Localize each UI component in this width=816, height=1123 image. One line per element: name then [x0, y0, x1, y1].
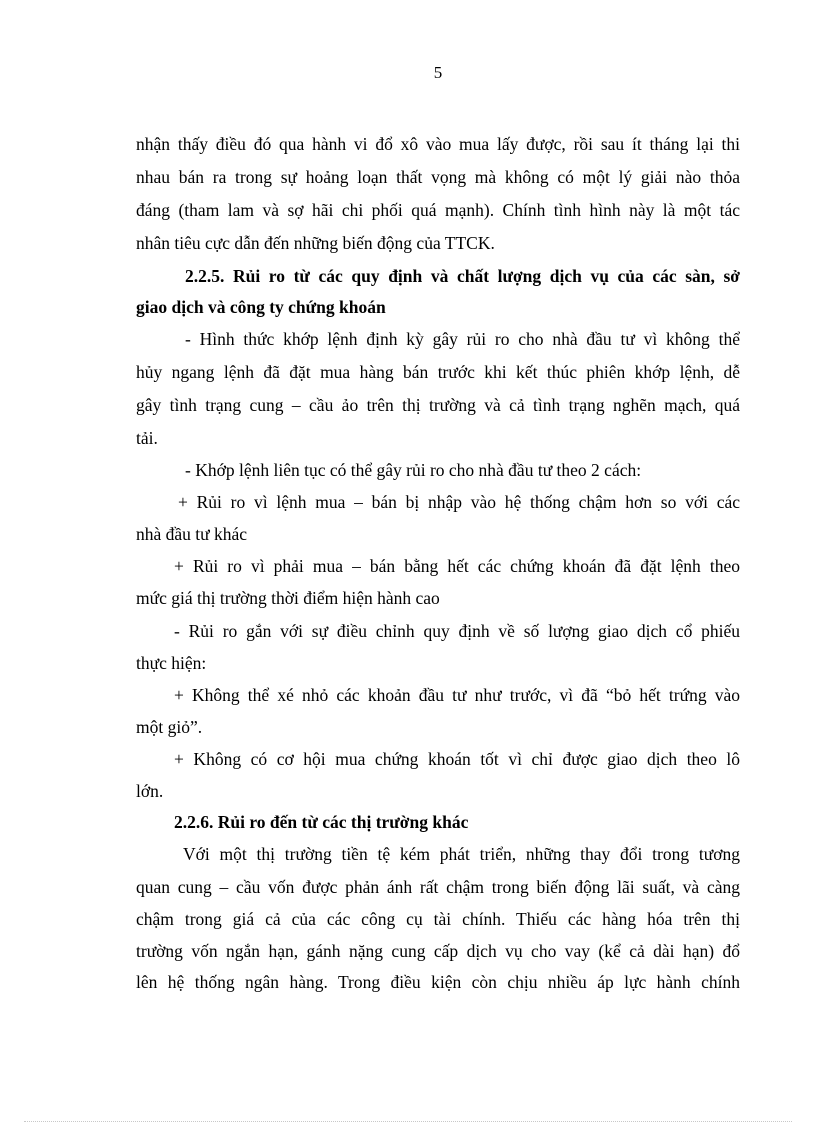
- body-line: Với một thị trường tiền tệ kém phát triển, những thay đổi trong tương: [183, 844, 740, 864]
- body-line: lên hệ thống ngân hàng. Trong điều kiện còn chịu nhiều áp lực hành chính: [136, 972, 740, 992]
- body-line: + Không thể xé nhỏ các khoản đầu tư như trước, vì đã “bỏ hết trứng vào: [174, 685, 740, 705]
- body-line: nhà đầu tư khác: [136, 524, 248, 544]
- body-line: thực hiện:: [136, 653, 207, 673]
- body-line: một giỏ”.: [136, 717, 203, 737]
- body-line: + Rủi ro vì phải mua – bán bằng hết các chứng khoán đã đặt lệnh theo: [174, 556, 740, 576]
- section-heading-2-2-5: 2.2.5. Rủi ro từ các quy định và chất lượng dịch vụ của các sàn, sở: [185, 266, 740, 286]
- body-line: nhau bán ra trong sự hoảng loạn thất vọng mà không có một lý giải nào thỏa: [136, 167, 740, 187]
- body-line: nhân tiêu cực dẫn đến những biến động của TTCK.: [136, 233, 495, 253]
- body-line: mức giá thị trường thời điểm hiện hành cao: [136, 588, 440, 608]
- page-number: 5: [433, 63, 443, 82]
- body-line: đáng (tham lam và sợ hãi chi phối quá mạnh). Chính tình hình này là một tác: [136, 200, 740, 220]
- body-line: + Rủi ro vì lệnh mua – bán bị nhập vào hệ thống chậm hơn so với các: [178, 492, 740, 512]
- body-line: chậm trong giá cả của các công cụ tài chính. Thiếu các hàng hóa trên thị: [136, 909, 740, 929]
- body-line: nhận thấy điều đó qua hành vi đổ xô vào mua lấy được, rồi sau ít tháng lại thi: [136, 134, 740, 154]
- body-line: - Hình thức khớp lệnh định kỳ gây rủi ro cho nhà đầu tư vì không thể: [185, 329, 740, 349]
- body-line: lớn.: [136, 781, 164, 801]
- body-line: quan cung – cầu vốn được phản ánh rất chậm trong biến động lãi suất, và càng: [136, 877, 740, 897]
- body-line: - Rủi ro gắn với sự điều chỉnh quy định về số lượng giao dịch cổ phiếu: [174, 621, 740, 641]
- section-heading-2-2-6: 2.2.6. Rủi ro đến từ các thị trường khác: [174, 812, 469, 832]
- body-line: - Khớp lệnh liên tục có thể gây rủi ro cho nhà đầu tư theo 2 cách:: [185, 460, 642, 480]
- body-line: hủy ngang lệnh đã đặt mua hàng bán trước khi kết thúc phiên khớp lệnh, dễ: [136, 362, 740, 382]
- body-line: gây tình trạng cung – cầu ảo trên thị trường và cả tình trạng nghẽn mạch, quá: [136, 395, 740, 415]
- body-line: + Không có cơ hội mua chứng khoán tốt vì chỉ được giao dịch theo lô: [174, 749, 740, 769]
- page-bottom-rule: [24, 1121, 792, 1122]
- body-line: tải.: [136, 428, 158, 448]
- section-heading-2-2-5-cont: giao dịch và công ty chứng khoán: [136, 297, 386, 317]
- body-line: trường vốn ngắn hạn, gánh nặng cung cấp dịch vụ cho vay (kể cả dài hạn) đổ: [136, 941, 740, 961]
